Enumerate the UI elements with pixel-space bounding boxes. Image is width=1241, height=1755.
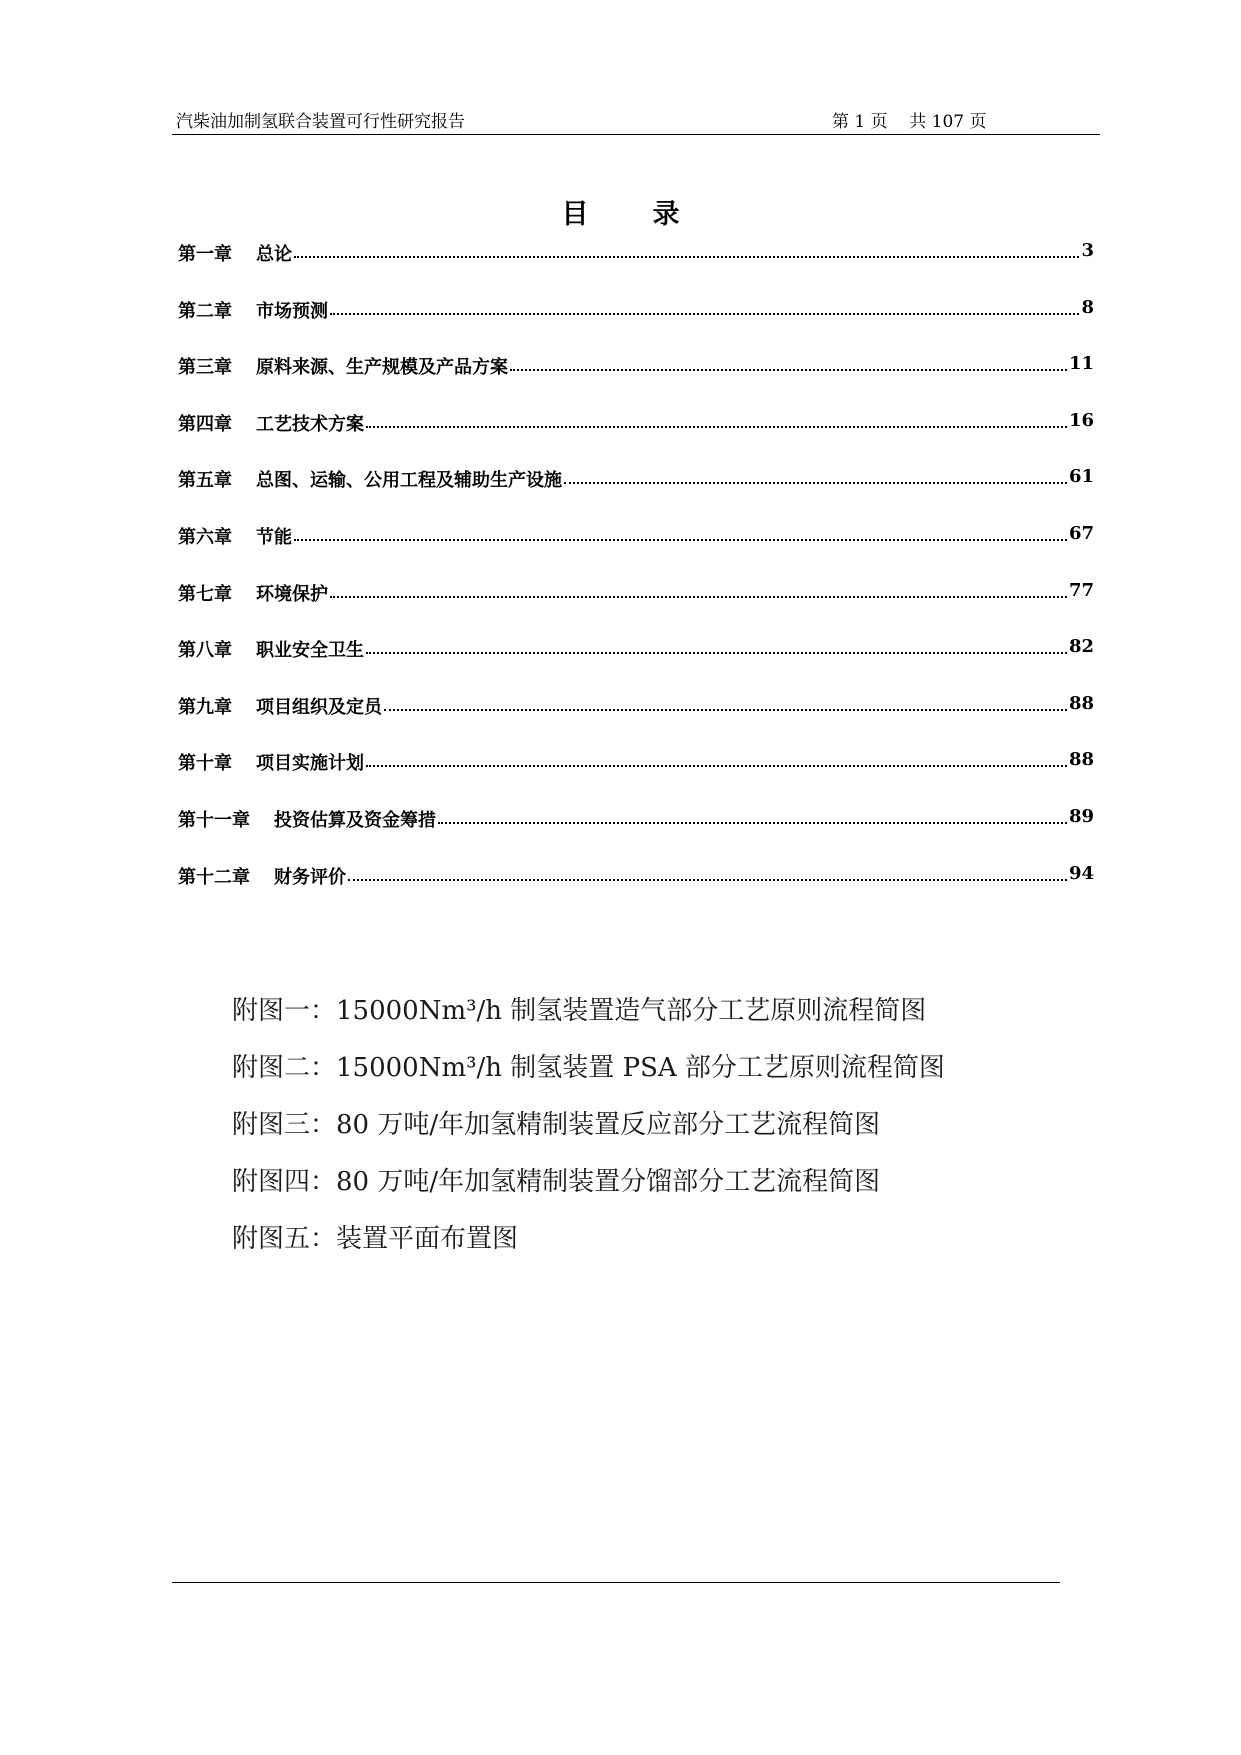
toc-chapter-number: 第四章 bbox=[178, 413, 232, 435]
toc-page-number: 89 bbox=[1068, 805, 1094, 827]
toc-chapter-title: 项目组织及定员 bbox=[256, 696, 382, 718]
toc-heading bbox=[0, 192, 1241, 231]
toc-chapter-title: 职业安全卫生 bbox=[256, 640, 364, 662]
toc-leader-dots bbox=[348, 863, 1067, 881]
toc-entry[interactable] bbox=[178, 580, 1094, 637]
toc-entry[interactable] bbox=[178, 466, 1094, 523]
toc-leader-dots bbox=[294, 240, 1079, 258]
toc-chapter-number: 第五章 bbox=[178, 470, 232, 492]
toc-leader-dots bbox=[330, 297, 1079, 315]
figure-list bbox=[232, 990, 1132, 1275]
toc-chapter-number: 第七章 bbox=[178, 583, 232, 605]
toc-entry[interactable] bbox=[178, 806, 1094, 863]
toc-page-number: 8 bbox=[1081, 296, 1094, 318]
toc-page-number: 61 bbox=[1068, 466, 1094, 488]
figure-list-item: 附图一：15000Nm³/h 制氢装置造气部分工艺原则流程简图 bbox=[232, 996, 927, 1026]
toc-chapter-title: 总论 bbox=[256, 244, 292, 265]
toc-chapter-number: 第三章 bbox=[178, 357, 232, 379]
toc-page-number: 88 bbox=[1068, 749, 1094, 771]
toc-chapter-title: 市场预测 bbox=[256, 300, 328, 322]
toc-heading-right: 录 bbox=[652, 199, 680, 230]
toc-chapter-title: 原料来源、生产规模及产品方案 bbox=[256, 357, 508, 379]
toc-leader-dots bbox=[384, 693, 1067, 711]
toc-page-number: 3 bbox=[1081, 240, 1094, 261]
toc-leader-dots bbox=[330, 580, 1067, 598]
toc-chapter-number: 第十二章 bbox=[178, 866, 250, 888]
toc-chapter-title: 项目实施计划 bbox=[256, 753, 364, 775]
toc-page-number: 11 bbox=[1068, 353, 1094, 375]
toc-entry[interactable] bbox=[178, 863, 1094, 920]
figure-list-item: 附图四：80 万吨/年加氢精制装置分馏部分工艺流程简图 bbox=[232, 1167, 881, 1197]
toc-entry[interactable] bbox=[178, 240, 1094, 297]
page-number-info: 第 1 页 共 107 页 bbox=[832, 112, 987, 132]
toc-leader-dots bbox=[294, 523, 1067, 541]
toc-entry[interactable] bbox=[178, 410, 1094, 467]
figure-list-item: 附图五：装置平面布置图 bbox=[232, 1224, 519, 1254]
toc-chapter-number: 第二章 bbox=[178, 300, 232, 322]
figure-list-item: 附图三：80 万吨/年加氢精制装置反应部分工艺流程简图 bbox=[232, 1110, 881, 1140]
toc-page-number: 16 bbox=[1068, 409, 1094, 431]
toc-chapter-number: 第十一章 bbox=[178, 809, 250, 831]
toc-leader-dots bbox=[366, 410, 1067, 428]
table-of-contents bbox=[178, 240, 1094, 919]
footer-rule bbox=[172, 1582, 1060, 1583]
toc-page-number: 82 bbox=[1068, 636, 1094, 658]
toc-heading-left: 目 bbox=[561, 199, 589, 230]
toc-leader-dots bbox=[564, 466, 1067, 484]
toc-page-number: 67 bbox=[1068, 522, 1094, 544]
toc-chapter-number: 第六章 bbox=[178, 526, 232, 548]
toc-chapter-title: 投资估算及资金筹措 bbox=[274, 809, 436, 831]
toc-chapter-title: 财务评价 bbox=[274, 866, 346, 888]
toc-leader-dots bbox=[510, 353, 1067, 371]
toc-leader-dots bbox=[438, 806, 1067, 824]
toc-page-number: 94 bbox=[1068, 862, 1094, 884]
toc-chapter-number: 第九章 bbox=[178, 696, 232, 718]
toc-page-number: 88 bbox=[1068, 692, 1094, 714]
figure-list-item: 附图二：15000Nm³/h 制氢装置 PSA 部分工艺原则流程简图 bbox=[232, 1053, 945, 1083]
toc-chapter-title: 节能 bbox=[256, 526, 292, 548]
toc-entry[interactable] bbox=[178, 693, 1094, 750]
toc-chapter-number: 第十章 bbox=[178, 753, 232, 775]
toc-chapter-title: 环境保护 bbox=[256, 583, 328, 605]
toc-entry[interactable] bbox=[178, 636, 1094, 693]
toc-entry[interactable] bbox=[178, 749, 1094, 806]
toc-entry[interactable] bbox=[178, 353, 1094, 410]
toc-leader-dots bbox=[366, 749, 1067, 767]
document-title: 汽柴油加制氢联合装置可行性研究报告 bbox=[176, 112, 465, 132]
toc-chapter-title: 工艺技术方案 bbox=[256, 413, 364, 435]
toc-page-number: 77 bbox=[1068, 579, 1094, 601]
toc-leader-dots bbox=[366, 636, 1067, 654]
page-header bbox=[172, 104, 1100, 135]
toc-chapter-title: 总图、运输、公用工程及辅助生产设施 bbox=[256, 470, 562, 492]
toc-entry[interactable] bbox=[178, 297, 1094, 354]
toc-chapter-number: 第八章 bbox=[178, 640, 232, 662]
toc-chapter-number: 第一章 bbox=[178, 244, 232, 265]
toc-entry[interactable] bbox=[178, 523, 1094, 580]
